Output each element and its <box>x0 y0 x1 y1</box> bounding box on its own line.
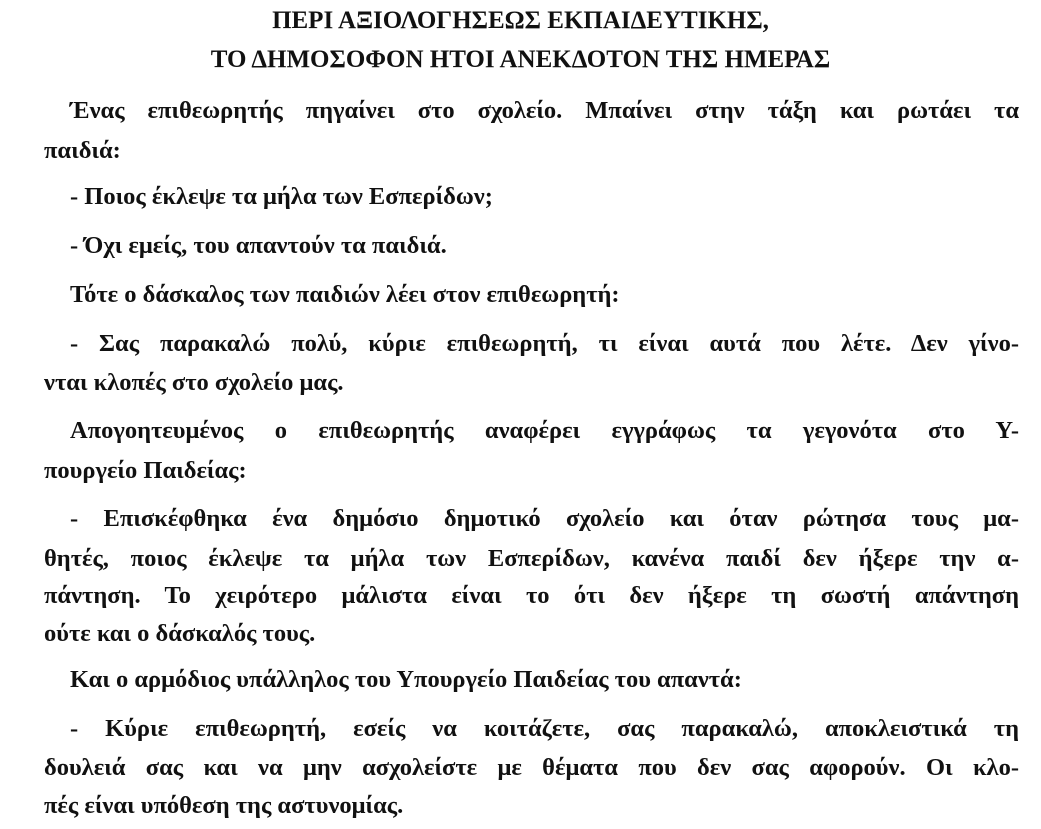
paragraph-7-line-3: πάντηση. Το χειρότερο μάλιστα είναι το ότι δεν ήξερε τη σωστή απάντηση <box>44 582 1019 609</box>
paragraph-4-line-1: Τότε ο δάσκαλος των παιδιών λέει στον επιθεωρητή: <box>70 281 620 308</box>
title-line-1: ΠΕΡΙ ΑΞΙΟΛΟΓΗΣΕΩΣ ΕΚΠΑΙΔΕΥΤΙΚΗΣ, <box>272 7 769 34</box>
paragraph-8-line-1: Και ο αρμόδιος υπάλληλος του Υπουργείο Παιδείας του απαντά: <box>70 666 742 693</box>
paragraph-7-line-1: - Επισκέφθηκα ένα δημόσιο δημοτικό σχολείο και όταν ρώτησα τους μα- <box>70 505 1019 532</box>
paragraph-1-line-1: Ένας επιθεωρητής πηγαίνει στο σχολείο. Μπαίνει στην τάξη και ρωτάει τα <box>70 97 1019 124</box>
paragraph-6-line-1: Απογοητευμένος ο επιθεωρητής αναφέρει εγγράφως τα γεγονότα στο Υ- <box>70 417 1019 444</box>
paragraph-7-line-2: θητές, ποιος έκλεψε τα μήλα των Εσπερίδων, κανένα παιδί δεν ήξερε την α- <box>44 545 1019 572</box>
paragraph-3-line-1: - Όχι εμείς, του απαντούν τα παιδιά. <box>70 232 447 259</box>
paragraph-5-line-2: νται κλοπές στο σχολείο μας. <box>44 369 344 396</box>
paragraph-9-line-2: δουλειά σας και να μην ασχολείστε με θέματα που δεν σας αφορούν. Οι κλο- <box>44 754 1019 781</box>
paragraph-7-line-4: ούτε και ο δάσκαλός τους. <box>44 620 316 647</box>
paragraph-9-line-1: - Κύριε επιθεωρητή, εσείς να κοιτάζετε, σας παρακαλώ, αποκλειστικά τη <box>70 715 1019 742</box>
paragraph-1-line-2: παιδιά: <box>44 137 121 164</box>
title-line-2: ΤΟ ΔΗΜΟΣΟΦΟΝ ΗΤΟΙ ΑΝΕΚΔΟΤΟΝ ΤΗΣ ΗΜΕΡΑΣ <box>210 46 831 73</box>
paragraph-9-line-3: πές είναι υπόθεση της αστυνομίας. <box>44 792 404 819</box>
paragraph-6-line-2: πουργείο Παιδείας: <box>44 457 247 484</box>
paragraph-5-line-1: - Σας παρακαλώ πολύ, κύριε επιθεωρητή, τι είναι αυτά που λέτε. Δεν γίνο- <box>70 330 1019 357</box>
paragraph-2-line-1: - Ποιος έκλεψε τα μήλα των Εσπερίδων; <box>70 183 493 210</box>
